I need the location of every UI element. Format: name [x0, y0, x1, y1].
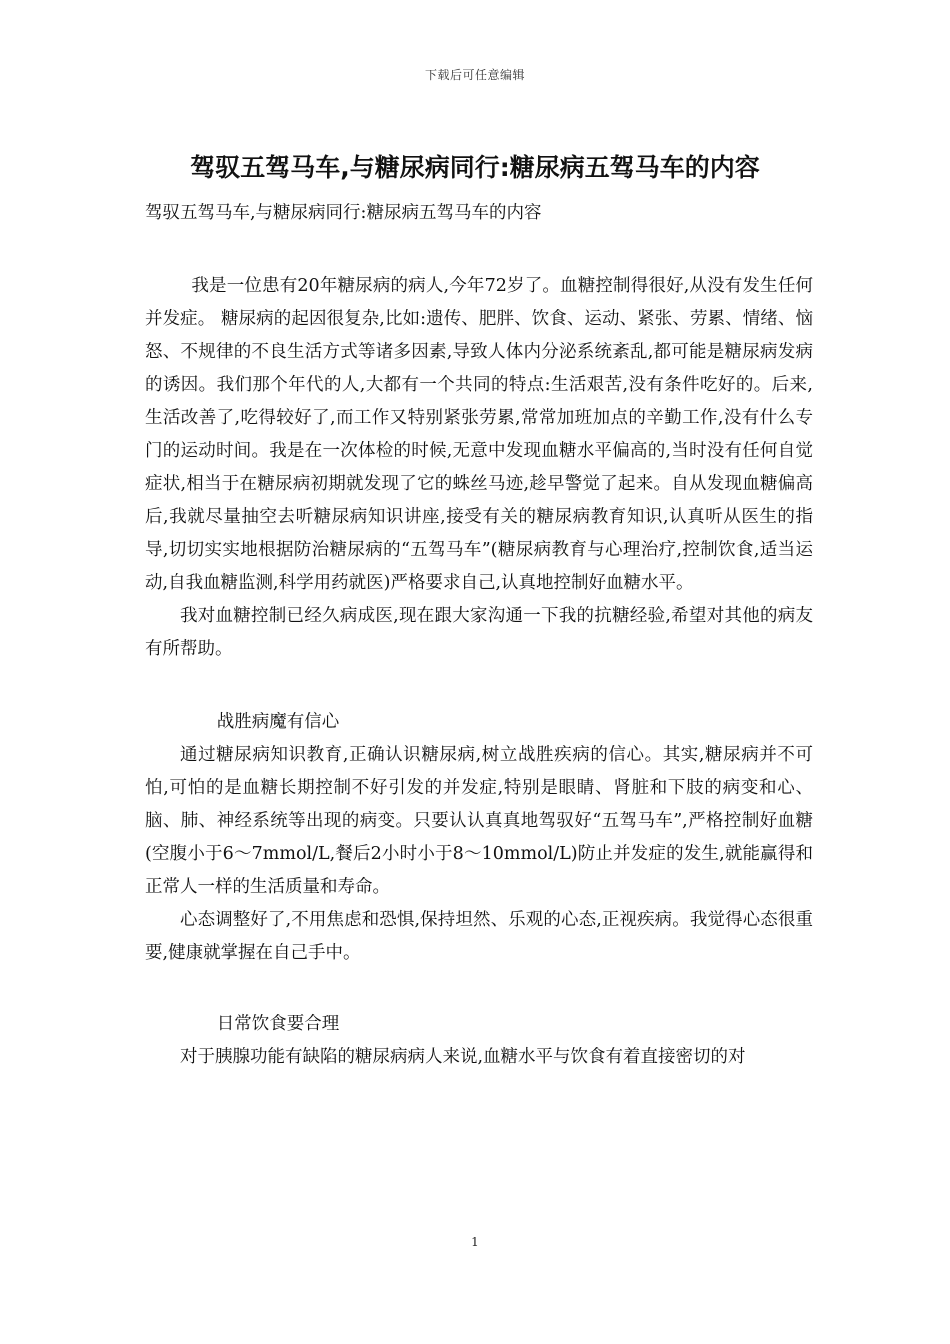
section-gap: [145, 666, 813, 706]
section2-paragraph-1: 对于胰腺功能有缺陷的糖尿病病人来说,血糖水平与饮食有着直接密切的对: [180, 1047, 746, 1067]
section-gap: [145, 970, 813, 1008]
page-number: 1: [471, 1235, 479, 1249]
section1-paragraph-1: 通过糖尿病知识教育,正确认识糖尿病,树立战胜疾病的信心。其实,糖尿病并不可怕,可怕的是血糖长期控制不好引发的并发症,特别是眼睛、肾脏和下肢的病变和心、脑、肺、神经系统等出现的病变。只要认认真真地驾驭好“五驾马车”,严格控制好血糖(空腹小于6～7mmol/L,餐后2小时小于8～10mmol/L)防止并发症的发生,就能赢得和正常人一样的生活质量和寿命。: [145, 745, 813, 897]
intro-paragraph-2: 我对血糖控制已经久病成医,现在跟大家沟通一下我的抗糖经验,希望对其他的病友有所帮助。: [145, 606, 813, 659]
section-heading-confidence: 战胜病魔有信心: [216, 712, 340, 732]
header-note: 下载后可任意编辑: [424, 68, 525, 82]
document-body: [145, 270, 813, 1074]
section1-paragraph-2: 心态调整好了,不用焦虑和恐惧,保持坦然、乐观的心态,正视疾病。我觉得心态很重要,健康就掌握在自己手中。: [145, 910, 813, 963]
section-heading-diet: 日常饮食要合理: [216, 1014, 340, 1034]
document-subtitle: 驾驭五驾马车,与糖尿病同行:糖尿病五驾马车的内容: [145, 203, 542, 223]
document-title: 驾驭五驾马车,与糖尿病同行:糖尿病五驾马车的内容: [190, 153, 760, 182]
intro-paragraph-1: 我是一位患有20年糖尿病的病人,今年72岁了。血糖控制得很好,从没有发生任何并发症。 糖尿病的起因很复杂,比如:遗传、肥胖、饮食、运动、紧张、劳累、情绪、恼怒、不规律的不良生活方式等诸多因素,导致人体内分泌系统紊乱,都可能是糖尿病发病的诱因。我们那个年代的人,大都有一个共同的特点:生活艰苦,没有条件吃好的。后来,生活改善了,吃得较好了,而工作又特别紧张劳累,常常加班加点的辛勤工作,没有什么专门的运动时间。我是在一次体检的时候,无意中发现血糖水平偏高的,当时没有任何自觉症状,相当于在糖尿病初期就发现了它的蛛丝马迹,趁早警觉了起来。自从发现血糖偏高后,我就尽量抽空去听糖尿病知识讲座,接受有关的糖尿病教育知识,认真听从医生的指导,切切实实地根据防治糖尿病的“五驾马车”(糖尿病教育与心理治疗,控制饮食,适当运动,自我血糖监测,科学用药就医)严格要求自己,认真地控制好血糖水平。: [145, 276, 813, 593]
